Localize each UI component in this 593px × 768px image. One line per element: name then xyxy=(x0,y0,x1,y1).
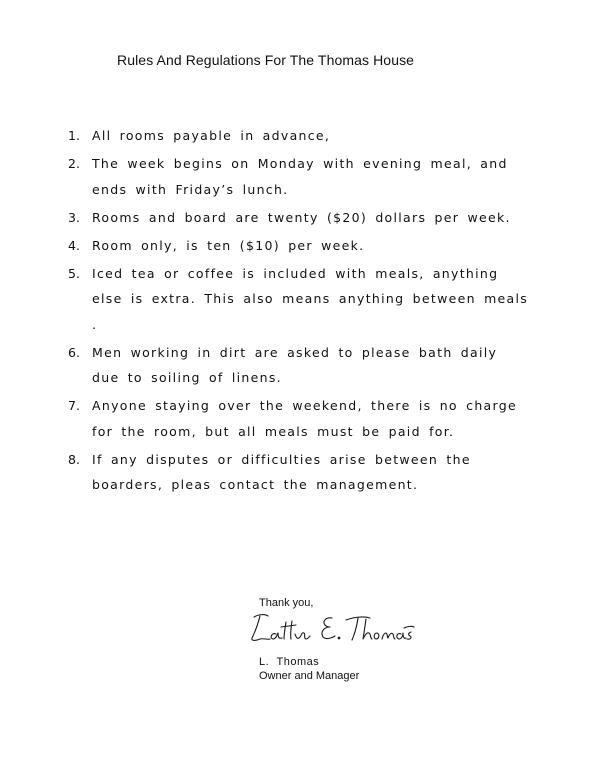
rule-number: 7. xyxy=(68,398,80,413)
document-title: Rules And Regulations For The Thomas House xyxy=(117,52,415,68)
rule-text: Anyone staying over the weekend, there is no charge for the room, but all meals must be paid for. xyxy=(92,398,517,439)
rule-number: 6. xyxy=(68,344,80,360)
rule-item xyxy=(68,233,548,259)
rule-number: 4. xyxy=(68,237,80,253)
handwritten-signature xyxy=(246,610,416,646)
rule-text: Rooms and board are twenty ($20) dollars per week. xyxy=(92,209,511,225)
rule-text: If any disputes or difficulties arise between the boarders, pleas contact the management. xyxy=(92,451,471,492)
rule-text: Men working in dirt are asked to please bath daily due to soiling of linens. xyxy=(92,344,498,385)
signer-block xyxy=(259,655,359,683)
rule-item xyxy=(68,447,548,498)
rule-item xyxy=(68,205,548,231)
rule-number: 2. xyxy=(68,156,80,171)
signer-name: L. Thomas xyxy=(259,656,320,668)
rule-item xyxy=(68,123,548,149)
rule-item xyxy=(68,261,548,338)
rule-item xyxy=(68,393,548,444)
rule-item xyxy=(68,340,548,391)
rule-item xyxy=(68,151,548,202)
rule-text: All rooms payable in advance, xyxy=(92,128,331,143)
signer-role: Owner and Manager xyxy=(259,670,360,682)
rule-text: Room only, is ten ($10) per week. xyxy=(92,237,365,253)
rule-number: 3. xyxy=(68,209,80,225)
rule-number: 1. xyxy=(68,128,80,143)
rule-text: Iced tea or coffee is included with meals, anything else is extra. This also means anything between meals . xyxy=(92,265,529,332)
rule-number: 5. xyxy=(68,265,80,281)
rule-text: The week begins on Monday with evening meal, and ends with Friday’s lunch. xyxy=(92,156,508,197)
closing-salutation: Thank you, xyxy=(259,597,314,609)
rules-list xyxy=(68,123,548,500)
rule-number: 8. xyxy=(68,451,80,467)
